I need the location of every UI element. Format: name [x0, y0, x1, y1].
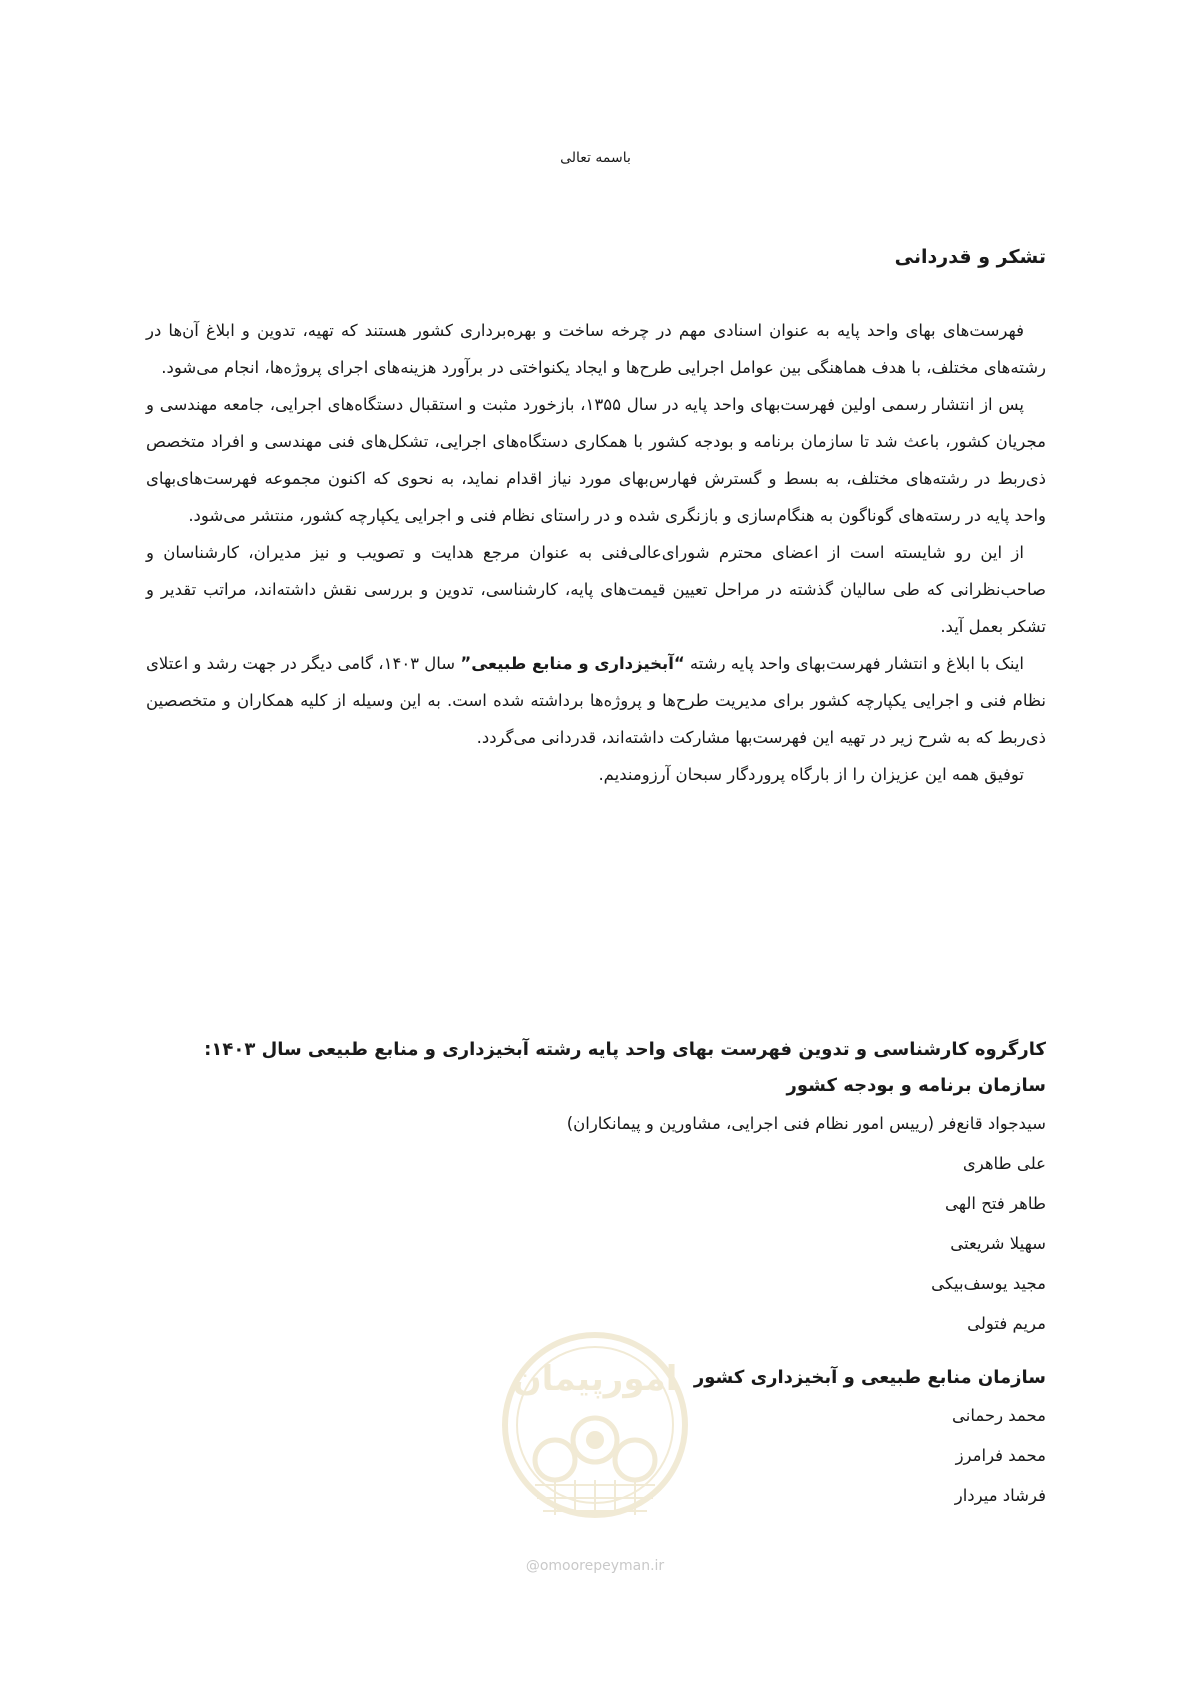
paragraph-4-start: اینک با ابلاغ و انتشار فهرست‌بهای واحد پایه رشته [684, 654, 1024, 673]
watermark-logo [495, 1310, 695, 1560]
org-title-budget: سازمان برنامه و بودجه کشور [786, 1075, 1046, 1096]
paragraph-5: توفیق همه این عزیزان را از بارگاه پروردگار سبحان آرزومندیم. [598, 765, 1024, 784]
member-name: طاهر فتح الهی [945, 1194, 1046, 1213]
discipline-name: “آبخیزداری و منابع طبیعی” [460, 654, 685, 673]
watermark-logo-text: امورپیمان [512, 1359, 678, 1399]
member-name: محمد فرامرز [955, 1446, 1046, 1465]
invocation-text: باسمه تعالی [560, 150, 631, 166]
member-name: علی طاهری [962, 1154, 1046, 1173]
team-title: کارگروه کارشناسی و تدوین فهرست بهای واحد پایه رشته آبخیزداری و منابع طبیعی سال ۱۴۰۳: [204, 1039, 1046, 1060]
paragraph-4 [146, 645, 1046, 756]
paragraph-2: پس از انتشار رسمی اولین فهرست‌بهای واحد پایه در سال ۱۳۵۵، بازخورد مثبت و استقبال دستگاه‌های اجرایی، جامعه مهندسی و مجریان کشور، باعث شد تا سازمان برنامه و بودجه کشور با همکاری دستگاه‌های اجرایی، تشکل‌های فنی مهندسی و افراد متخصص ذی‌ربط در رشته‌های مختلف، به بسط و گسترش فهارس‌بهای مورد نیاز اقدام نماید، به نحوی که اکنون مجموعه فهرست‌های‌بهای واحد پایه در رسته‌های گوناگون به هنگام‌سازی و بازنگری شده و در راستای نظام فنی و اجرایی یکپارچه کشور، منتشر می‌شود. [146, 395, 1046, 525]
member-name: سیدجواد قانع‌فر (رییس امور نظام فنی اجرایی، مشاورین و پیمانکاران) [566, 1114, 1046, 1133]
member-name: مریم فتولی [967, 1314, 1046, 1333]
paragraph-4-end: سال ۱۴۰۳، گامی دیگر در جهت رشد و اعتلای نظام فنی و اجرایی یکپارچه کشور برای مدیریت طرح‌ها و پروژه‌ها برداشته شده است. به این وسیله از کلیه همکاران و متخصصین ذی‌ربط که به شرح زیر در تهیه این فهرست‌بها مشارکت داشته‌اند، قدردانی می‌گردد. [146, 654, 1046, 747]
body-text [146, 312, 1046, 793]
watermark-url: @omoorepeyman.ir [525, 1558, 665, 1574]
member-name: فرشاد میردار [954, 1486, 1046, 1505]
paragraph-3: از این رو شایسته است از اعضای محترم شورای‌عالی‌فنی به عنوان مرجع هدایت و تصویب و نیز مدیران، کارشناسان و صاحب‌نظرانی که طی سالیان گذشته در مراحل تعیین قیمت‌های پایه، کارشناسی، تدوین و بررسی نقش داشته‌اند، مراتب تقدیر و تشکر بعمل آید. [146, 543, 1046, 636]
member-name: مجید یوسف‌بیکی [931, 1274, 1046, 1293]
member-name: محمد رحمانی [951, 1406, 1046, 1425]
org-title-natural-resources: سازمان منابع طبیعی و آبخیزداری کشور [693, 1367, 1046, 1388]
member-name: سهیلا شریعتی [950, 1234, 1046, 1253]
page-heading: تشکر و قدردانی [894, 246, 1046, 268]
paragraph-1: فهرست‌های بهای واحد پایه به عنوان اسنادی مهم در چرخه ساخت و بهره‌برداری کشور هستند که تهیه، تدوین و ابلاغ آن‌ها در رشته‌های مختلف، با هدف هماهنگی بین عوامل اجرایی طرح‌ها و ایجاد یکنواختی در برآورد هزینه‌های اجرای پروژه‌ها، انجام می‌شود. [146, 321, 1046, 377]
